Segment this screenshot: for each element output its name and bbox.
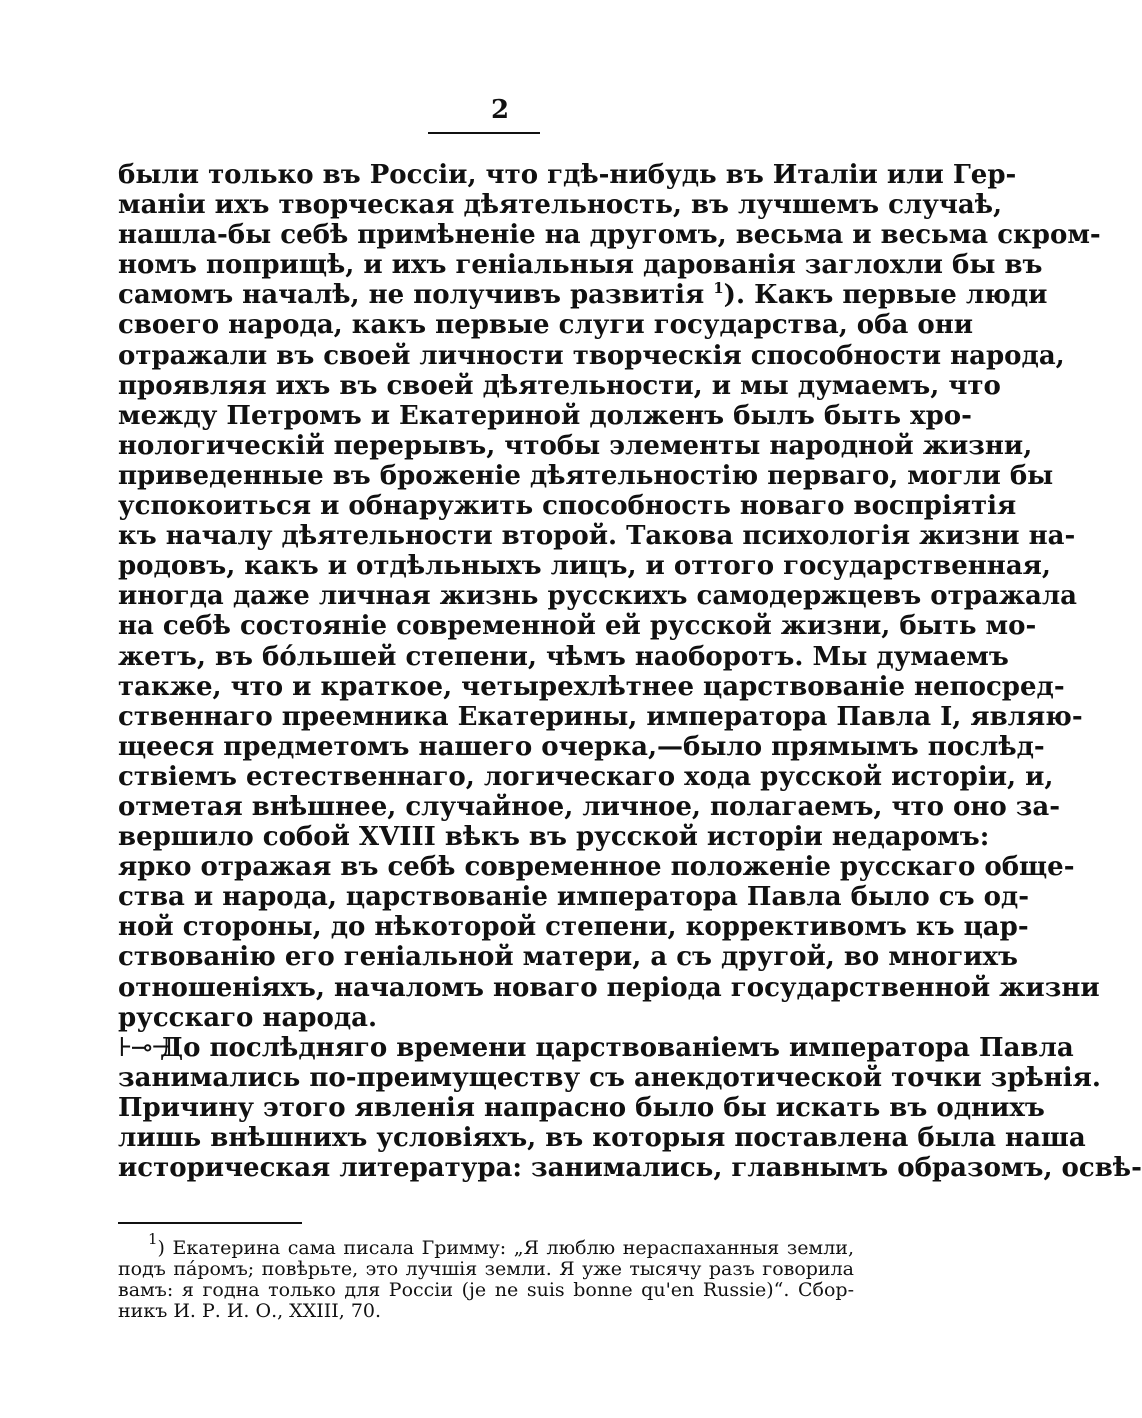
- footnote-line: подъ пáромъ; повѣрьте, это лучшія земли. Я уже тысячу разъ говорила: [118, 1258, 854, 1280]
- footnote-line: [118, 1230, 854, 1259]
- footnote-rule: [118, 1222, 302, 1224]
- text-line: щееся предметомъ нашего очерка,—было прямымъ послѣд-: [118, 731, 1045, 762]
- paragraph-2: [118, 1032, 1142, 1184]
- text-line: ярко отражая въ себѣ современное положеніе русскаго обще-: [118, 852, 1075, 883]
- footnote: [118, 1230, 854, 1322]
- text-line: отношеніяхъ, началомъ новаго періода государственной жизни: [118, 972, 1100, 1003]
- text-line: маніи ихъ творческая дѣятельность, въ лучшемъ случаѣ,: [118, 190, 1003, 221]
- text-line: ствованію его геніальной матери, а съ другой, во многихъ: [118, 942, 1018, 973]
- text-line: ствіемъ естественнаго, логическаго хода русской исторіи, и,: [118, 761, 1054, 792]
- text-line: родовъ, какъ и отдѣльныхъ лицъ, и оттого государственная,: [118, 551, 1051, 582]
- text-line: проявляя ихъ въ своей дѣятельности, и мы думаемъ, что: [118, 370, 1001, 401]
- text-line: приведенные въ броженіе дѣятельностію перваго, могли бы: [118, 460, 1054, 491]
- footnote-marker: 1: [148, 1230, 158, 1248]
- text-segment: До послѣдняго времени царствованіемъ императора Павла: [160, 1032, 1074, 1063]
- text-segment: самомъ началѣ, не получивъ развитія: [118, 280, 705, 311]
- text-line: своего народа, какъ первые слуги государства, оба они: [118, 310, 974, 341]
- footnote-line: вамъ: я годна только для Россіи (je ne suis bonne qu'en Russie)“. Сбор-: [118, 1279, 854, 1301]
- text-line: историческая литература: занимались, главнымъ образомъ, освѣ-: [118, 1153, 1142, 1184]
- text-line: ства и народа, царствованіе императора Павла было съ од-: [118, 882, 1030, 913]
- text-line: нологическій перерывъ, чтобы элементы народной жизни,: [118, 430, 1033, 461]
- paragraph-mark: ⊦⊸⊣: [118, 1032, 171, 1063]
- text-line: лишь внѣшнихъ условіяхъ, въ которыя поставлена была наша: [118, 1123, 1086, 1153]
- text-line: на себѣ состояніе современной ей русской жизни, быть мо-: [118, 611, 1037, 642]
- body-text: [118, 160, 1142, 1184]
- text-line: отражали въ своей личности творческія способности народа,: [118, 340, 1065, 371]
- text-line: между Петромъ и Екатериной долженъ былъ быть хро-: [118, 400, 972, 431]
- text-line-with-mark: [118, 1032, 1074, 1063]
- text-line: успокоиться и обнаружить способность новаго воспріятія: [118, 491, 1017, 522]
- text-line: также, что и краткое, четырехлѣтнее царствованіе непосред-: [118, 671, 1065, 702]
- text-line: занимались по-преимуществу съ анекдотической точки зрѣнія.: [118, 1062, 1101, 1093]
- text-line: къ началу дѣятельности второй. Такова психологія жизни на-: [118, 521, 1076, 552]
- footnote-line: никъ И. Р. И. О., XXIII, 70.: [118, 1300, 382, 1322]
- text-line: иногда даже личная жизнь русскихъ самодержцевъ отражала: [118, 581, 1078, 612]
- page-number: 2: [490, 95, 510, 125]
- paragraph-1: [118, 160, 1101, 1033]
- text-segment: ). Какъ первые люди: [723, 280, 1048, 311]
- text-line: жетъ, въ бóльшей степени, чѣмъ наоборотъ. Мы думаемъ: [118, 641, 1009, 672]
- text-line: русскаго народа.: [118, 1002, 378, 1033]
- text-line-with-footnote-ref: [118, 279, 1048, 311]
- text-line: нашла-бы себѣ примѣненіе на другомъ, весьма и весьма скром-: [118, 220, 1101, 251]
- text-line: были только въ Россіи, что гдѣ-нибудь въ Италіи или Гер-: [118, 160, 1017, 190]
- text-line: ственнаго преемника Екатерины, императора Павла I, являю-: [118, 701, 1083, 732]
- text-line: Причину этого явленія напрасно было бы искать въ однихъ: [118, 1092, 1045, 1123]
- header-rule: [428, 132, 540, 134]
- text-line: ной стороны, до нѣкоторой степени, коррективомъ къ цар-: [118, 912, 1029, 943]
- footnote-ref: 1: [713, 279, 724, 298]
- text-line: отметая внѣшнее, случайное, личное, полагаемъ, что оно за-: [118, 791, 1061, 822]
- text-segment: ) Екатерина сама писала Гримму: „Я люблю нераспаханныя земли,: [157, 1237, 854, 1259]
- text-line: номъ поприщѣ, и ихъ геніальныя дарованія заглохли бы въ: [118, 250, 1043, 281]
- text-line: вершило собой XVIII вѣкъ въ русской исторіи недаромъ:: [118, 822, 990, 853]
